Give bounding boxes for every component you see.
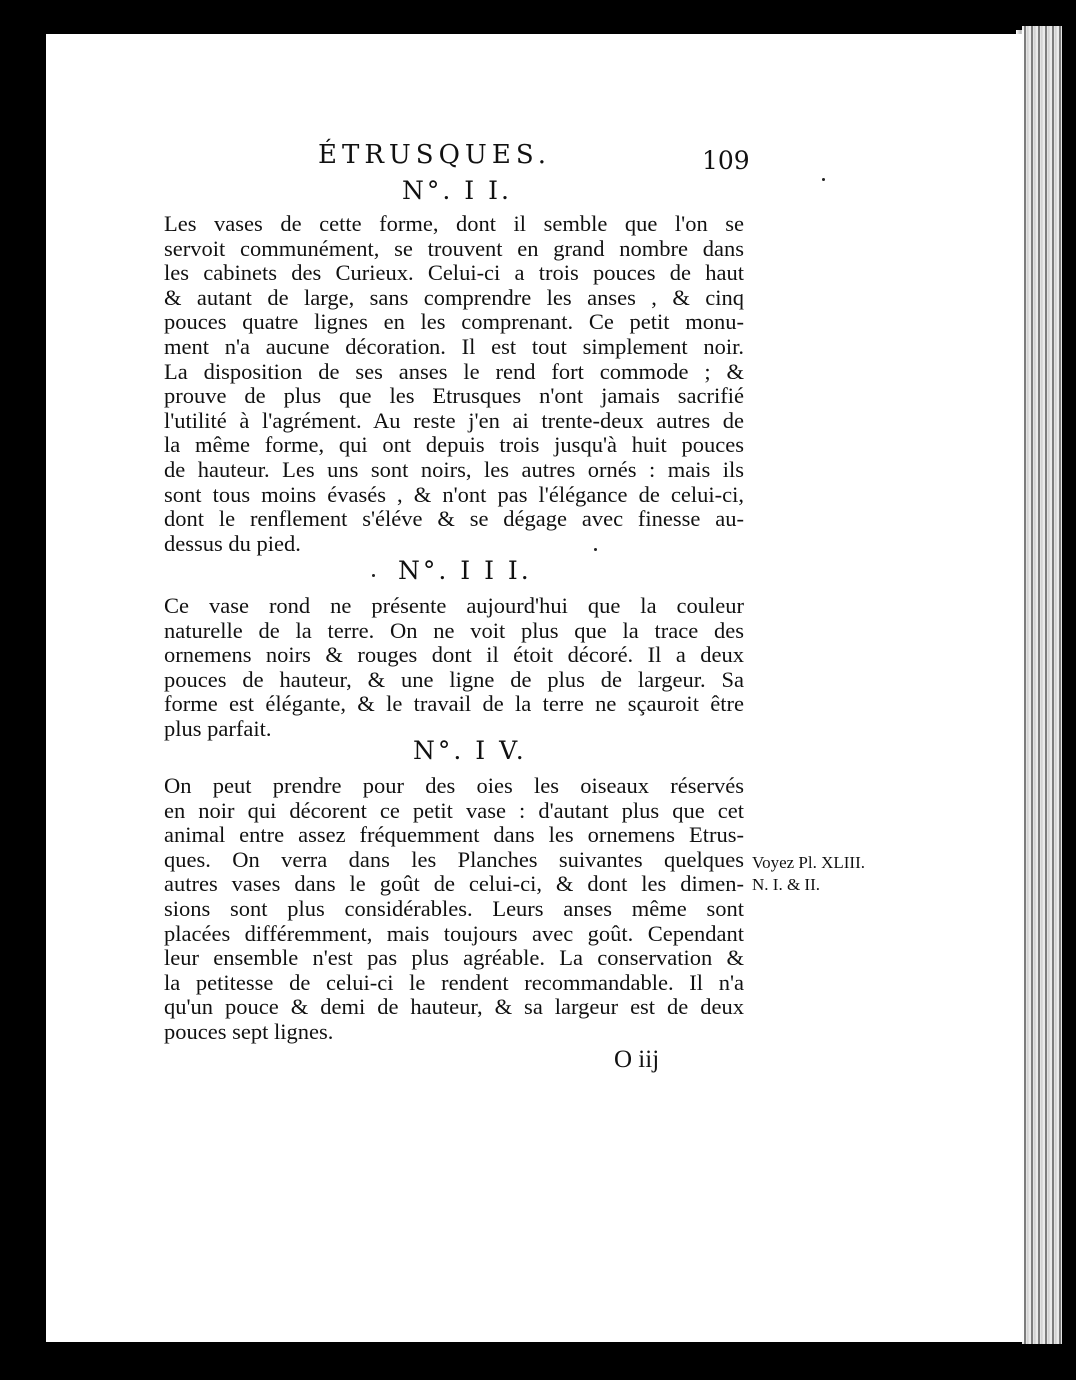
text-line: On peut prendre pour des oies les oiseaux réservés	[164, 773, 744, 798]
ink-speck	[594, 548, 597, 551]
section-body-3	[164, 594, 744, 742]
page-edge-stack	[1022, 26, 1062, 1344]
section-heading-2: N°. I I.	[402, 176, 512, 205]
marginal-note	[752, 852, 865, 896]
text-line: dont le renflement s'éléve & se dégage avec finesse au-	[164, 506, 744, 532]
page-number: 109	[702, 146, 750, 175]
text-line: placées différemment, mais toujours avec goût. Cependant	[164, 920, 744, 946]
text-line: sions sont plus considérables. Leurs anses même sont	[164, 895, 744, 921]
running-head: ÉTRUSQUES.	[318, 140, 551, 170]
text-line: de hauteur. Les uns sont noirs, les autres ornés : mais ils	[164, 456, 744, 482]
text-line: en noir qui décorent ce petit vase : d'autant plus que cet	[164, 797, 744, 823]
text-line: Ce vase rond ne présente aujourd'hui que la couleur	[164, 593, 744, 618]
text-line: forme est élégante, & le travail de la terre ne sçauroit être	[164, 691, 744, 717]
text-line: autres vases dans le goût de celui-ci, & dont les dimen-	[164, 871, 744, 897]
text-line: qu'un pouce & demi de hauteur, & sa largeur est de deux	[164, 994, 744, 1020]
text-line: l'utilité à l'agrément. Au reste j'en ai trente-deux autres de	[164, 407, 744, 433]
text-line: La disposition de ses anses le rend fort commode ; &	[164, 358, 744, 384]
text-line: la même forme, qui ont depuis trois jusqu'à huit pouces	[164, 432, 744, 458]
text-line: leur ensemble n'est pas plus agréable. La conservation &	[164, 945, 744, 971]
section-body-2	[164, 212, 744, 556]
text-line: Les vases de cette forme, dont il semble que l'on se	[164, 211, 744, 236]
text-line: pouces sept lignes.	[164, 1018, 334, 1044]
text-line: pouces de hauteur, & une ligne de plus de largeur. Sa	[164, 666, 744, 692]
text-line: animal entre assez fréquemment dans les ornemens Etrus-	[164, 822, 744, 848]
marginal-note-line-1: Voyez Pl. XLIII.	[752, 853, 865, 872]
section-heading-3: N°. I I I.	[398, 556, 532, 585]
text-line: la petitesse de celui-ci le rendent recommandable. Il n'a	[164, 969, 744, 995]
text-line: ment n'a aucune décoration. Il est tout simplement noir.	[164, 333, 744, 359]
text-line: les cabinets des Curieux. Celui-ci a trois pouces de haut	[164, 260, 744, 286]
section-heading-4: N°. I V.	[413, 736, 527, 765]
text-line: pouces quatre lignes en les comprenant. Ce petit monu-	[164, 309, 744, 335]
ink-speck	[822, 178, 825, 181]
text-line: ornemens noirs & rouges dont il étoit décoré. Il a deux	[164, 642, 744, 668]
ink-speck	[372, 574, 375, 577]
section-body-4	[164, 774, 744, 1045]
text-line: prouve de plus que les Etrusques n'ont jamais sacrifié	[164, 383, 744, 409]
signature-mark: O iij	[614, 1046, 660, 1073]
text-line: sont tous moins évasés , & n'ont pas l'élégance de celui-ci,	[164, 481, 744, 507]
text-line: & autant de large, sans comprendre les anses , & cinq	[164, 284, 744, 310]
marginal-note-line-2: N. I. & II.	[752, 875, 820, 894]
text-line: plus parfait.	[164, 715, 272, 741]
text-line: naturelle de la terre. On ne voit plus que la trace des	[164, 617, 744, 643]
text-line: servoit communément, se trouvent en grand nombre dans	[164, 235, 744, 261]
text-line: dessus du pied.	[164, 530, 301, 556]
text-line: ques. On verra dans les Planches suivantes quelques	[164, 846, 744, 872]
